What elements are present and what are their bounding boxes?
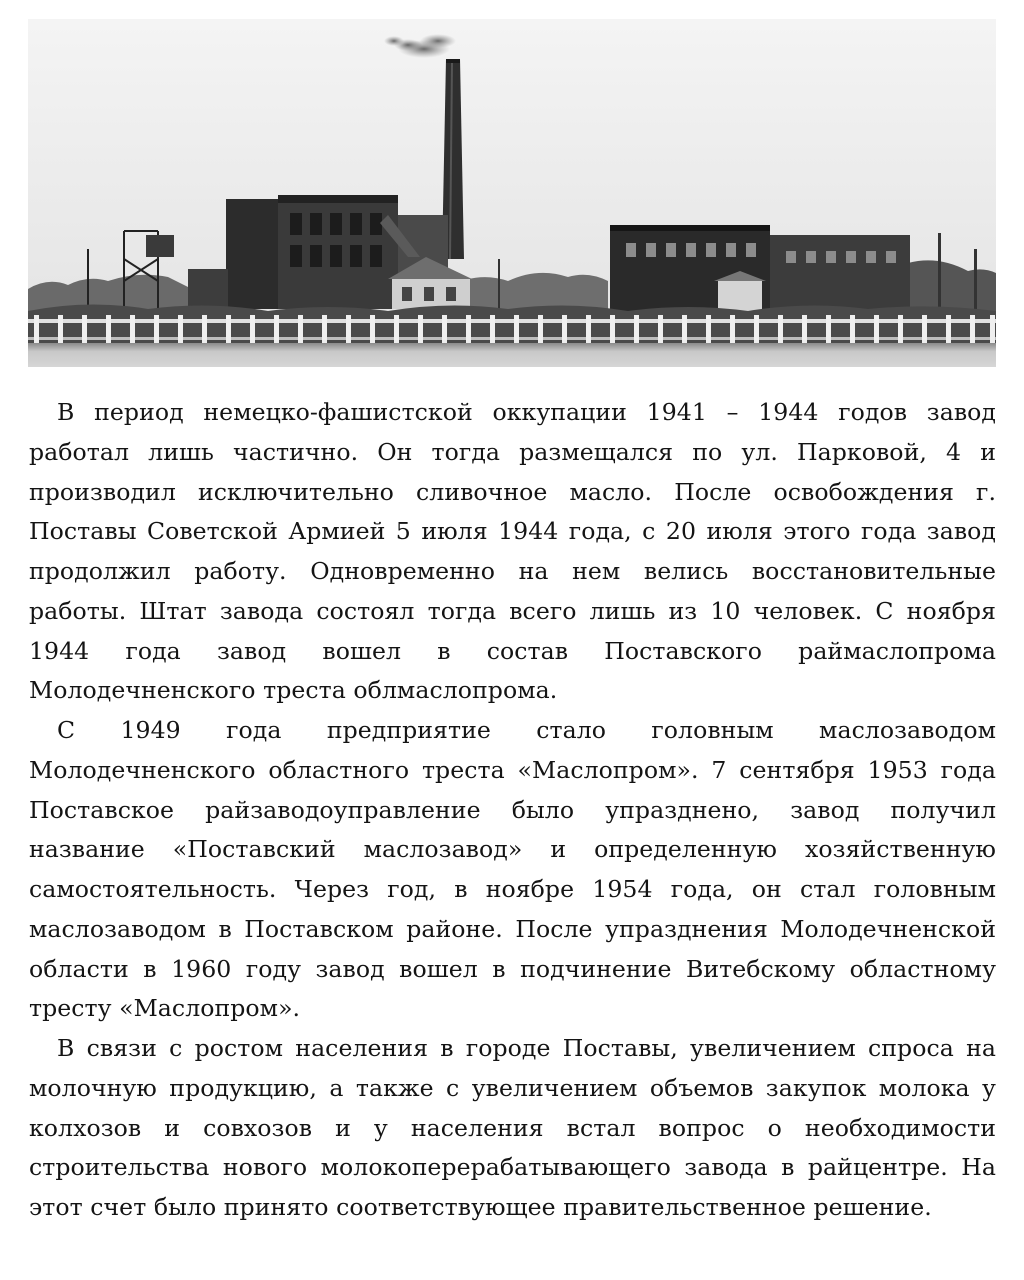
factory-illustration <box>28 19 996 367</box>
factory-photo <box>28 19 996 367</box>
paragraph-occupation: В период немецко-фашистской оккупации 1941 – 1944 годов завод работал лишь частично. Он тогда размещался по ул. Парковой, 4 и производил исключительно сливочное масло. После освобождения г. Поставы Советской Армией 5 июля 1944 года, с 20 июля этого года завод продолжил работу. Одновременно на нем велись восстановительные работы. Штат завода состоял тогда всего лишь из 10 человек. С ноября 1944 года завод вошел в состав Поставского раймаслопрома Молодечненского треста облмаслопрома. <box>29 398 996 705</box>
paragraph-1949: С 1949 года предприятие стало головным маслозаводом Молодечненского областного треста «Маслопром». 7 сентября 1953 года Поставское райзаводоуправление было упразднено, завод получил название «Поставский маслозавод» и определенную хозяйственную самостоятельность. Через год, в ноябре 1954 года, он стал головным маслозаводом в Поставском районе. После упразднения Молодечненской области в 1960 году завод вошел в подчинение Витебскому областному тресту «Маслопром». <box>29 716 996 1023</box>
paragraph-new-plant: В связи с ростом населения в городе Поставы, увеличением спроса на молочную продукцию, а также с увеличением объемов закупок молока у колхозов и совхозов и у населения встал вопрос о необходимости строительства нового молокоперерабатывающего завода в райцентре. На этот счет было принято соответствующее правительственное решение. <box>29 1034 996 1221</box>
article-text <box>29 393 996 1228</box>
